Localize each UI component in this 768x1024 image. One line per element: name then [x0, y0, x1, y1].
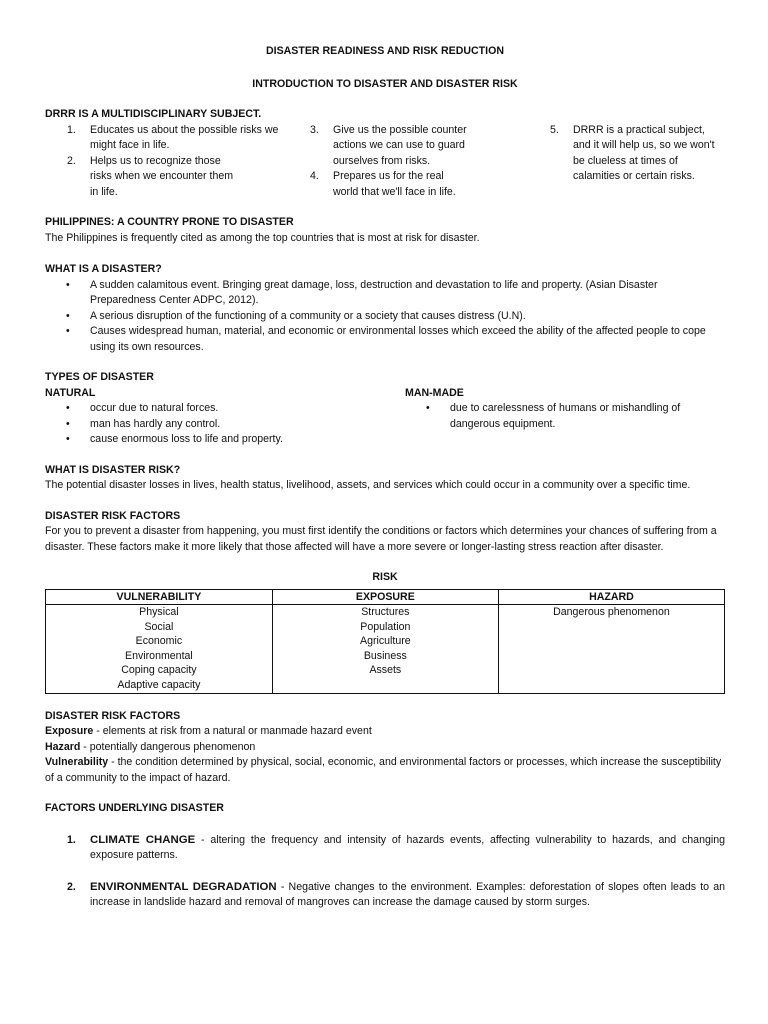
what-risk-heading: WHAT IS DISASTER RISK?: [45, 463, 181, 476]
what-risk-section: [45, 463, 725, 494]
risk-factors-heading: DISASTER RISK FACTORS: [45, 509, 181, 522]
risk-table-section: [45, 570, 725, 694]
disaster-bullet: • Causes widespread human, material, and economic or environmental losses which exceed the ability of the affected people to cope using its own resources.: [45, 324, 725, 355]
document-title: DISASTER READINESS AND RISK REDUCTION: [266, 45, 504, 57]
natural-item: • cause enormous loss to life and property.: [45, 432, 405, 448]
table-cell-item: Dangerous phenomenon: [553, 606, 670, 619]
drrr-columns: [45, 123, 725, 201]
definition-hazard: Hazard - potentially dangerous phenomenon: [45, 740, 256, 753]
drrr-heading: DRRR IS A MULTIDISCIPLINARY SUBJECT.: [45, 108, 262, 120]
table-header-exposure: EXPOSURE: [272, 589, 498, 605]
underlying-item: 1. CLIMATE CHANGE - altering the frequency and intensity of hazards events, affecting vulnerability to hazards, and changing exposure patterns.: [67, 833, 725, 862]
what-risk-text: The potential disaster losses in lives, health status, livelihood, assets, and services which could occur in a community over a specific time.: [45, 479, 691, 491]
hazard-cell: [498, 605, 724, 694]
types-section: [45, 370, 725, 448]
what-disaster-heading: WHAT IS A DISASTER?: [45, 263, 162, 275]
underlying-heading: FACTORS UNDERLYING DISASTER: [45, 802, 224, 815]
drrr-item: 3. Give us the possible counter actions we can use to guard ourselves from risks.: [310, 123, 467, 167]
table-cell-item: Assets: [369, 664, 402, 677]
underlying-section: [45, 801, 725, 911]
natural-heading: NATURAL: [45, 386, 96, 399]
underlying-item: 2. ENVIRONMENTAL DEGRADATION - Negative changes to the environment. Examples: deforestation of slopes often leads to an increase in landslide hazard and removal of mangroves can increase the damage caused by storm surges.: [67, 880, 725, 909]
table-cell-item: Adaptive capacity: [117, 679, 201, 692]
risk-factors-section: [45, 509, 725, 556]
drrr-item: 4. Prepares us for the real world that we'll face in life.: [310, 170, 456, 198]
disaster-bullet: • A sudden calamitous event. Bringing great damage, loss, destruction and devastation to life and property. (Asian Disaster Preparedness Center ADPC, 2012).: [45, 278, 725, 309]
table-cell-item: Coping capacity: [121, 664, 197, 677]
philippines-heading: PHILIPPINES: A COUNTRY PRONE TO DISASTER: [45, 216, 294, 228]
table-cell-item: Agriculture: [360, 635, 411, 648]
definition-exposure: Exposure - elements at risk from a natural or manmade hazard event: [45, 725, 372, 738]
exposure-cell: [272, 605, 498, 694]
table-cell-item: Physical: [139, 606, 179, 619]
vulnerability-cell: [46, 605, 273, 694]
philippines-text: The Philippines is frequently cited as among the top countries that is most at risk for disaster.: [45, 231, 480, 244]
table-row: [46, 605, 725, 694]
types-heading: TYPES OF DISASTER: [45, 371, 154, 383]
table-cell-item: Business: [363, 649, 407, 662]
definition-vulnerability: Vulnerability - the condition determined by physical, social, economic, and environmental factors or processes, which increase the susceptibility of a community to the impact of hazard.: [45, 756, 722, 784]
document-subtitle: INTRODUCTION TO DISASTER AND DISASTER RISK: [252, 77, 518, 90]
risk-factors-defs-heading: DISASTER RISK FACTORS: [45, 709, 181, 722]
manmade-heading: MAN-MADE: [405, 386, 464, 399]
document-page: [45, 44, 725, 911]
risk-factors-text: For you to prevent a disaster from happening, you must first identify the conditions or factors which determines your chances of suffering from a disaster. These factors make it more likely that those affected will have a more severe or longer-lasting stress reaction after disaster.: [45, 525, 717, 553]
table-header-vulnerability: VULNERABILITY: [46, 589, 273, 605]
table-cell-item: Environmental: [125, 649, 193, 662]
drrr-section: [45, 107, 725, 200]
table-cell-item: Social: [144, 620, 174, 633]
what-disaster-section: [45, 262, 725, 355]
risk-factors-defs-section: [45, 709, 725, 787]
table-cell-item: Economic: [135, 635, 183, 648]
philippines-section: [45, 215, 725, 246]
risk-table: [45, 589, 725, 694]
drrr-item: 1. Educates us about the possible risks we might face in life.: [67, 123, 279, 151]
table-cell-item: Structures: [361, 606, 410, 619]
drrr-item: 5. DRRR is a practical subject, and it will help us, so we won't be clueless at times of calamities or certain risks.: [550, 123, 715, 182]
table-header-hazard: HAZARD: [498, 589, 724, 605]
risk-table-caption: RISK: [372, 571, 398, 583]
natural-item: • occur due to natural forces.: [45, 401, 405, 417]
manmade-item: • due to carelessness of humans or mishandling of dangerous equipment.: [405, 401, 690, 432]
risk-table-header-row: [46, 589, 725, 605]
drrr-item: 2. Helps us to recognize those risks when we encounter them in life.: [67, 154, 234, 198]
natural-item: • man has hardly any control.: [45, 417, 405, 433]
disaster-bullet: • A serious disruption of the functioning of a community or a society that causes distress (U.N).: [45, 309, 725, 325]
table-cell-item: Population: [360, 620, 411, 633]
